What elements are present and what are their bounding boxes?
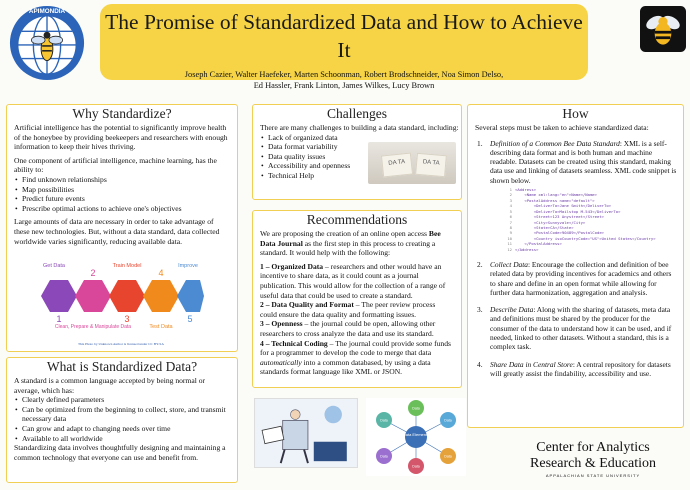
hexagon-improve: [177, 280, 204, 312]
data-node: Data: [444, 418, 452, 423]
xml-code: <Name xml:lang="en">Name</Name>: [515, 192, 597, 198]
step-number: 1.: [477, 138, 483, 148]
how-step-4: [474, 360, 677, 379]
step-number: 3.: [477, 305, 483, 315]
step-label: Clean, Prepare & Manipulate Data: [54, 324, 132, 330]
rec-item-3: [260, 319, 454, 338]
xml-line-number: 7: [509, 219, 512, 225]
challenge-bullet: • Data format variability: [260, 142, 454, 152]
data-center-label: Data Elements: [402, 432, 430, 437]
rec-head: 2 – Data Quality and Format: [260, 300, 354, 310]
challenge-bullet: • Lack of organized data: [260, 133, 454, 143]
rec-head: 3 – Openness: [260, 319, 303, 329]
what-bullet: • Clearly defined parameters: [14, 395, 230, 405]
cartoon-illustration: [254, 398, 358, 468]
authors-line-2: Ed Hassler, Frank Linton, James Wilkes, Lucy Brown: [253, 81, 435, 90]
xml-line-number: 1: [509, 187, 512, 193]
recs-intro-c: as the first step in this process to creating a standard. It would help with the following:: [260, 238, 436, 258]
step-number: 2.: [477, 259, 483, 269]
rec-text: – The journal could provide some funds for a programmer to develop the code to merge that data: [260, 338, 451, 358]
logo-left-text: APIMONDIA: [28, 8, 66, 16]
what-list: [14, 395, 230, 443]
xml-code: <DeliverTo>Mailstop M-543</DeliverTo>: [515, 208, 621, 214]
step-head: Describe Data: [490, 305, 534, 315]
step-number: 1: [56, 314, 62, 324]
step-head: Collect Data: [490, 259, 528, 269]
step-number: 4.: [477, 359, 483, 369]
authors: [100, 69, 588, 91]
how-step-1: [474, 139, 677, 252]
what-bullet: • Can grow and adapt to changing needs over time: [14, 424, 230, 434]
what-title: What is Standardized Data?: [46, 359, 198, 374]
step-label: Improve: [178, 263, 198, 269]
cara-logo: [510, 440, 676, 478]
xml-snippet: [490, 187, 677, 252]
xml-code: <Country isoCountryCode="US">United States</Country>: [515, 235, 656, 241]
why-list: [14, 175, 230, 213]
hexagon-get-data: [41, 280, 77, 312]
how-step-2: [474, 260, 677, 297]
step-label: Test Data: [149, 324, 173, 330]
data-node: Data: [412, 406, 420, 411]
step-number: 2: [90, 268, 96, 278]
rec-emphasis: automatically: [260, 357, 302, 367]
why-paragraph-2: One component of artificial intelligence, machine learning, has the ability to:: [14, 155, 217, 175]
xml-line: [504, 247, 677, 252]
what-is-standardized-data-section: [6, 357, 238, 483]
challenge-bullet: • Data quality issues: [260, 152, 454, 162]
xml-line-number: 4: [509, 203, 512, 209]
recommendations-title: Recommendations: [306, 212, 408, 227]
xml-code: <PostalCode>90489</PostalCode>: [515, 230, 605, 236]
xml-line-number: 10: [507, 235, 512, 241]
xml-code: <City>Sunnyvale</City>: [515, 219, 586, 225]
xml-line-number: 3: [509, 197, 512, 203]
how-step-3: [474, 305, 677, 351]
why-bullet: • Map possibilities: [14, 185, 230, 195]
cara-line-2: Research & Education: [530, 456, 656, 471]
rec-head: 1 – Organized Data: [260, 261, 324, 271]
challenge-bullet: • Accessibility and openness: [260, 161, 454, 171]
step-label: Train Model: [112, 263, 142, 269]
rec-text: – the journal could be open, allowing other researchers to cross analyze the data and use its standard.: [260, 319, 436, 338]
why-bullet: • Prescribe optimal actions to achieve one's objectives: [14, 204, 230, 214]
how-section: [467, 104, 684, 428]
apimondia-logo: [8, 4, 86, 82]
hexagon-train-model: [109, 280, 145, 312]
step-text: : XML is a self-describing data format and is both human and machine readable. Datasets can be created using this standard, making data use and linking of datasets seamless. XML code snippet is shown below.: [490, 138, 677, 185]
why-paragraph-3: Large amounts of data are necessary in order to take advantage of these new technologies. But, without a data standard, data collected worldwide varies significantly, reducing available data.: [14, 217, 220, 246]
step-head: Definition of a Common Bee Data Standard: [490, 138, 620, 148]
how-steps: [468, 139, 683, 379]
data-node: Data: [412, 464, 420, 469]
step-text: : Encourage the collection and definition of bee related data by providing incentives for academics and others to share and define in an open format while allowing for further data harmonization, aggregation and analysis.: [490, 259, 672, 297]
why-bullet: • Find unknown relationships: [14, 175, 230, 185]
what-paragraph-1: A standard is a common language accepted by being normal or average, which has:: [14, 376, 206, 395]
xml-line-number: 6: [509, 214, 512, 220]
what-bullet: • Can be optimized from the beginning to collect, store, and transmit necessary data: [14, 405, 230, 424]
xml-line-number: 11: [507, 241, 512, 247]
data-node: Data: [444, 454, 452, 459]
why-bullet: • Predict future events: [14, 194, 230, 204]
why-title: Why Standardize?: [72, 106, 172, 121]
bee-data-journal: Bee Data Journal: [260, 229, 441, 248]
challenges-title: Challenges: [327, 106, 387, 121]
challenges-intro: There are many challenges to building a data standard, including:: [260, 123, 459, 132]
step-head: Share Data in Central Store: [490, 359, 573, 369]
xml-code: <DeliverTo>Jane Smith</DeliverTo>: [515, 203, 612, 209]
recs-intro: [260, 229, 454, 258]
xml-code: <Address>: [515, 187, 537, 193]
step-number: 3: [124, 314, 130, 324]
xml-code: </Address>: [515, 246, 539, 252]
xml-code: <State>CA</State>: [515, 224, 574, 230]
rec-item-4: [260, 339, 454, 377]
hexagon-test-data: [143, 280, 179, 312]
data-node: Data: [380, 418, 388, 423]
step-text: : A central repository for datasets will greatly assist the findability, accessibility and use.: [490, 359, 671, 378]
xml-code: <Street>123 Anystreet</Street>: [515, 214, 605, 220]
what-paragraph-2: Standardizing data involves thoughtfully designing and maintaining a common technology that everyone can use and benefit from.: [14, 443, 226, 462]
step-label: Get Data: [42, 263, 66, 269]
hexagon-clean-data: [75, 280, 111, 312]
data-pads-photo: [368, 142, 456, 184]
data-elements-diagram: [366, 398, 466, 476]
rec-item-1: [260, 262, 454, 300]
ml-cycle-diagram: [38, 258, 204, 340]
diagram-caption[interactable]: This Photo by Unknown Author is licensed under CC BY-SA: [78, 342, 164, 346]
cara-line-1: Center for Analytics: [536, 440, 650, 455]
cara-line-3: APPALACHIAN STATE UNIVERSITY: [545, 473, 641, 478]
xml-line-number: 5: [509, 208, 512, 214]
xml-line-number: 12: [507, 246, 512, 252]
xml-code: </PostalAddress>: [515, 241, 562, 247]
what-bullet: • Available to all worldwide: [14, 434, 230, 444]
rec-item-2: [260, 300, 454, 319]
recommendations-section: [252, 210, 462, 388]
rec-text: into a common databased, by using a data standards format language like XML or JSON.: [260, 357, 431, 377]
step-text: : Along with the sharing of datasets, meta data and definitions must be shared by the producer for the consumer of the data to understand how it can be used, and if needed, linked to other datasets. Without a standard, this is a complex task.: [490, 305, 672, 352]
why-paragraph-1: Artificial intelligence has the potential to significantly improve health of the honeybee by providing beekeepers and researchers with enough information to keep their hives thriving.: [14, 123, 228, 152]
xml-line-number: 2: [509, 192, 512, 198]
rec-head: 4 – Technical Coding: [260, 338, 328, 348]
how-title: How: [562, 106, 589, 121]
bee-logo: [640, 6, 686, 52]
step-number: 5: [187, 314, 193, 324]
step-number: 4: [158, 268, 164, 278]
how-intro: Several steps must be taken to achieve standardized data:: [475, 123, 649, 132]
rec-text: – The peer review process could ensure the data quality and formatting issues.: [260, 300, 436, 319]
title-banner: [100, 4, 588, 90]
pad-left: DA TA: [381, 152, 413, 177]
data-node: Data: [380, 454, 388, 459]
challenge-bullet: • Technical Help: [260, 171, 454, 181]
xml-code: <PostalAddress name="default">: [515, 197, 595, 203]
rec-text: – researchers and other would have an incentive to share data, as it could count as a journal publication. This would allow for the collection of a range of useful data that could be used to create a standard.: [260, 261, 446, 300]
xml-line-number: 9: [509, 230, 512, 236]
pad-right: DA TA: [415, 153, 447, 178]
authors-line-1: Joseph Cazier, Walter Haefeker, Marten Schoonman, Robert Brodschneider, Noa Simon Delso,: [184, 70, 504, 79]
recs-intro-a: We are proposing the creation of an online open access: [260, 229, 429, 238]
poster-title: The Promise of Standardized Data and How to Achieve It: [105, 10, 583, 62]
xml-line-number: 8: [509, 224, 512, 230]
